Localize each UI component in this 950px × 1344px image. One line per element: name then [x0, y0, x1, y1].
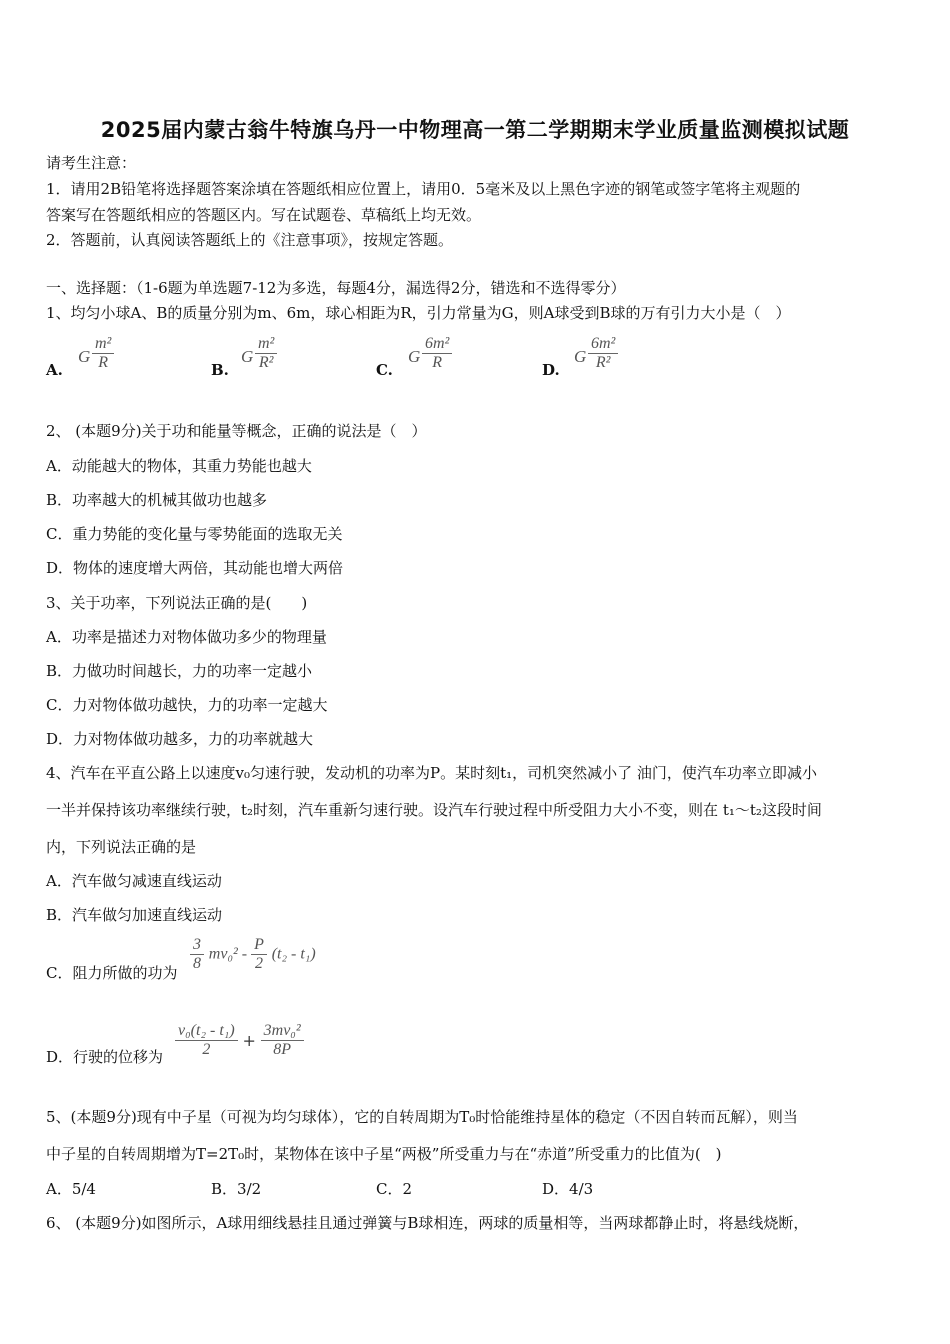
q3-option-c: C．力对物体做功越快，力的功率一定越大 [46, 696, 328, 714]
q4-option-c: C．阻力所做的功为 [46, 964, 178, 982]
q2-option-a: A．动能越大的物体，其重力势能也越大 [46, 457, 312, 475]
q5-option-a: A．5/4 [46, 1180, 96, 1198]
page-title: 2025届内蒙古翁牛特旗乌丹一中物理高一第二学期期末学业质量监测模拟试题 [100, 118, 850, 142]
q1-fraction-b: $\frac{\text{m²}}{\text{R²}}$ [255, 335, 277, 372]
q5-option-c: C．2 [376, 1180, 413, 1198]
q4-option-d: D．行驶的位移为 [46, 1048, 164, 1066]
q1-stem: 1、均匀小球A、B的质量分别为m、6m，球心相距为R，引力常量为G，则A球受到B球的万有引力大小是（ ） [46, 304, 791, 322]
q4-stem-line3: 内，下列说法正确的是 [46, 838, 197, 856]
q1-fraction-c: $\frac{\text{6m²}}{R}$ [422, 335, 452, 372]
q2-option-c: C．重力势能的变化量与零势能面的选取无关 [46, 525, 343, 543]
q4-stem-line1: 4、汽车在平直公路上以速度v₀匀速行驶，发动机的功率为P。某时刻t₁，司机突然减小了 油门，使汽车功率立即减小 [46, 764, 817, 782]
q4-option-b: B．汽车做匀加速直线运动 [46, 906, 223, 924]
q5-stem-line2: 中子星的自转周期增为T=2T₀时，某物体在该中子星“两极”所受重力与在“赤道”所受重力的比值为( ) [46, 1145, 722, 1163]
q1-fraction-d: $\frac{\text{6m²}}{\text{R²}}$ [588, 335, 618, 372]
q4-option-c-formula: $\frac{3}{8}$ mv₀² - $\frac{P}{2}$ (t₂ - t₁) [190, 936, 316, 973]
q2-stem: 2、 (本题9分)关于功和能量等概念，正确的说法是（ ） [46, 422, 427, 440]
q4-option-a: A．汽车做匀减速直线运动 [46, 872, 222, 890]
q5-stem-line1: 5、(本题9分)现有中子星（可视为均匀球体），它的自转周期为T₀时恰能维持星体的稳定（不因自转而瓦解），则当 [46, 1108, 798, 1126]
q6-stem-line1: 6、 (本题9分)如图所示，A球用细线悬挂且通过弹簧与B球相连，两球的质量相等，当两球都静止时，将悬线烧断， [46, 1214, 809, 1232]
q1-fraction-a: $\frac{\text{m²}}{R}$ [92, 335, 114, 372]
notice-item-1a: 1．请用2B铅笔将选择题答案涂填在答题纸相应位置上，请用0．5毫米及以上黑色字迹的钢笔或签字笔将主观题的 [46, 180, 801, 198]
q2-option-b: B．功率越大的机械其做功也越多 [46, 491, 268, 509]
q4-option-d-formula: $\frac{\text{v₀(t₂ - t₁)}}{2}$ + $\frac{\text{3mv₀²}}{8P}$ [175, 1022, 304, 1059]
q3-option-d: D．力对物体做功越多，力的功率就越大 [46, 730, 314, 748]
notice-item-1b: 答案写在答题纸相应的答题区内。写在试题卷、草稿纸上均无效。 [46, 206, 482, 224]
q2-option-d: D．物体的速度增大两倍，其动能也增大两倍 [46, 559, 344, 577]
q3-stem: 3、关于功率，下列说法正确的是( ) [46, 594, 308, 612]
section-heading: 一、选择题：（1-6题为单选题7-12为多选，每题4分，漏选得2分，错选和不选得零分） [46, 279, 626, 297]
notice-item-2: 2．答题前，认真阅读答题纸上的《注意事项》，按规定答题。 [46, 231, 454, 249]
notice-heading: 请考生注意： [46, 154, 137, 172]
q3-option-b: B．力做功时间越长，力的功率一定越小 [46, 662, 313, 680]
q4-stem-line2: 一半并保持该功率继续行驶，t₂时刻，汽车重新匀速行驶。设汽车行驶过程中所受阻力大小不变，则在 t₁～t₂这段时间 [46, 801, 822, 819]
q5-option-b: B．3/2 [211, 1180, 262, 1198]
q5-option-d: D．4/3 [542, 1180, 594, 1198]
q3-option-a: A．功率是描述力对物体做功多少的物理量 [46, 628, 327, 646]
